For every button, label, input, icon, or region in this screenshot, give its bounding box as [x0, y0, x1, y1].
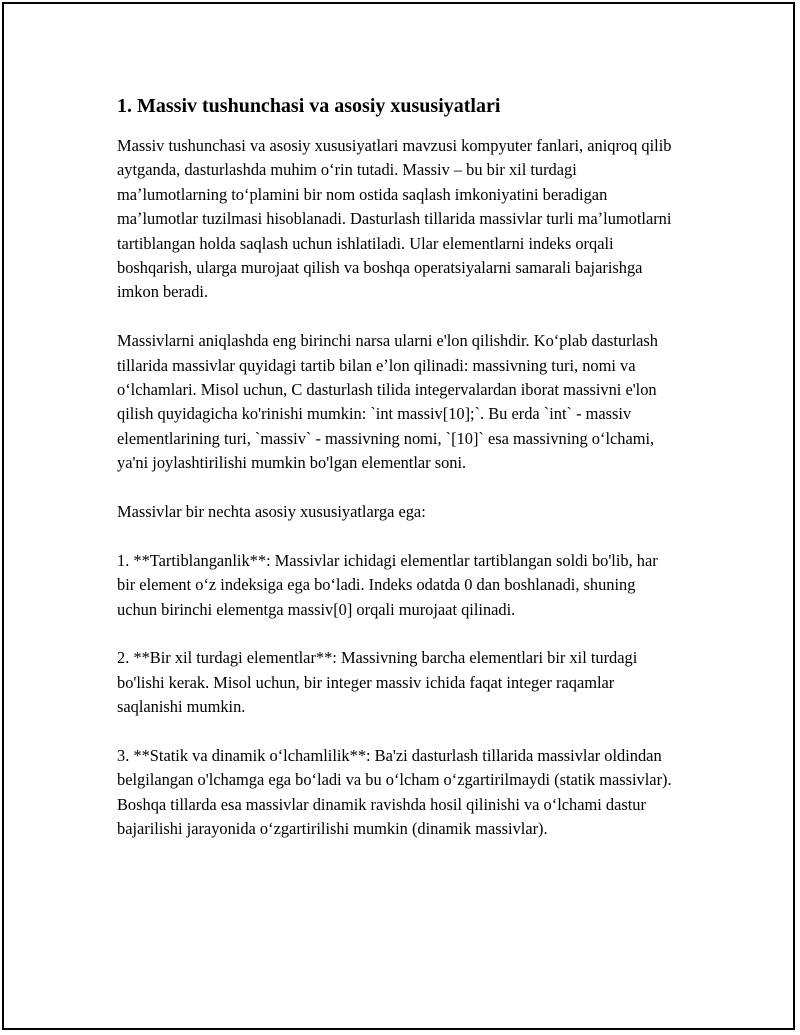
list-item-static-dynamic: 3. **Statik va dinamik oʻlchamlilik**: Ba'zi dasturlash tillarida massivlar oldindan belgilangan o'lchamga ega boʻladi va bu oʻlcham oʻzgartirilmaydi (statik massivlar). Boshqa tillarda esa massivlar dinamik ravishda hosil qilinishi va oʻlchami dastur bajarilishi jarayonida oʻzgartirilishi mumkin (dinamik massivlar). — [117, 746, 672, 839]
list-item-same-type: 2. **Bir xil turdagi elementlar**: Massivning barcha elementlari bir xil turdagi bo'lishi kerak. Misol uchun, bir integer massiv ichida faqat integer raqamlar saqlanishi mumkin. — [117, 648, 638, 717]
paragraph-intro: Massiv tushunchasi va asosiy xususiyatlari mavzusi kompyuter fanlari, aniqroq qilib aytganda, dasturlashda muhim oʻrin tutadi. Massiv – bu bir xil turdagi maʼlumotlarning toʻplamini bir nom ostida saqlash imkoniyatini beradigan maʼlumotlar tuzilmasi hisoblanadi. Dasturlash tillarida massivlar turli maʼlumotlarni tartiblangan holda saqlash uchun ishlatiladi. Ular elementlarni indeks orqali boshqarish, ularga murojaat qilish va boshqa operatsiyalarni samarali bajarishga imkon beradi. — [117, 136, 672, 302]
document-body — [117, 92, 677, 866]
list-item-ordering: 1. **Tartiblanganlik**: Massivlar ichidagi elementlar tartiblangan soldi bo'lib, har bir element oʻz indeksiga ega boʻladi. Indeks odatda 0 dan boshlanadi, shuning uchun birinchi elementga massiv[0] orqali murojaat qilinadi. — [117, 550, 658, 619]
paragraph-properties-intro: Massivlar bir nechta asosiy xususiyatlarga ega: — [117, 502, 426, 522]
paragraph-declaration: Massivlarni aniqlashda eng birinchi narsa ularni e'lon qilishdir. Koʻplab dasturlash tillarida massivlar quyidagi tartib bilan eʼlon qilinadi: massivning turi, nomi va oʻlchamlari. Misol uchun, C dasturlash tilida integervalardan iborat massivni e'lon qilish quyidagicha ko'rinishi mumkin: `int massiv[10];`. Bu erda `int` - massiv elementlarining turi, `massiv` - massivning nomi, `[10]` esa massivning oʻlchami, ya'ni joylashtirilishi mumkin bo'lgan elementlar soni. — [117, 331, 658, 473]
section-heading: 1. Massiv tushunchasi va asosiy xususiyatlari — [117, 95, 501, 117]
